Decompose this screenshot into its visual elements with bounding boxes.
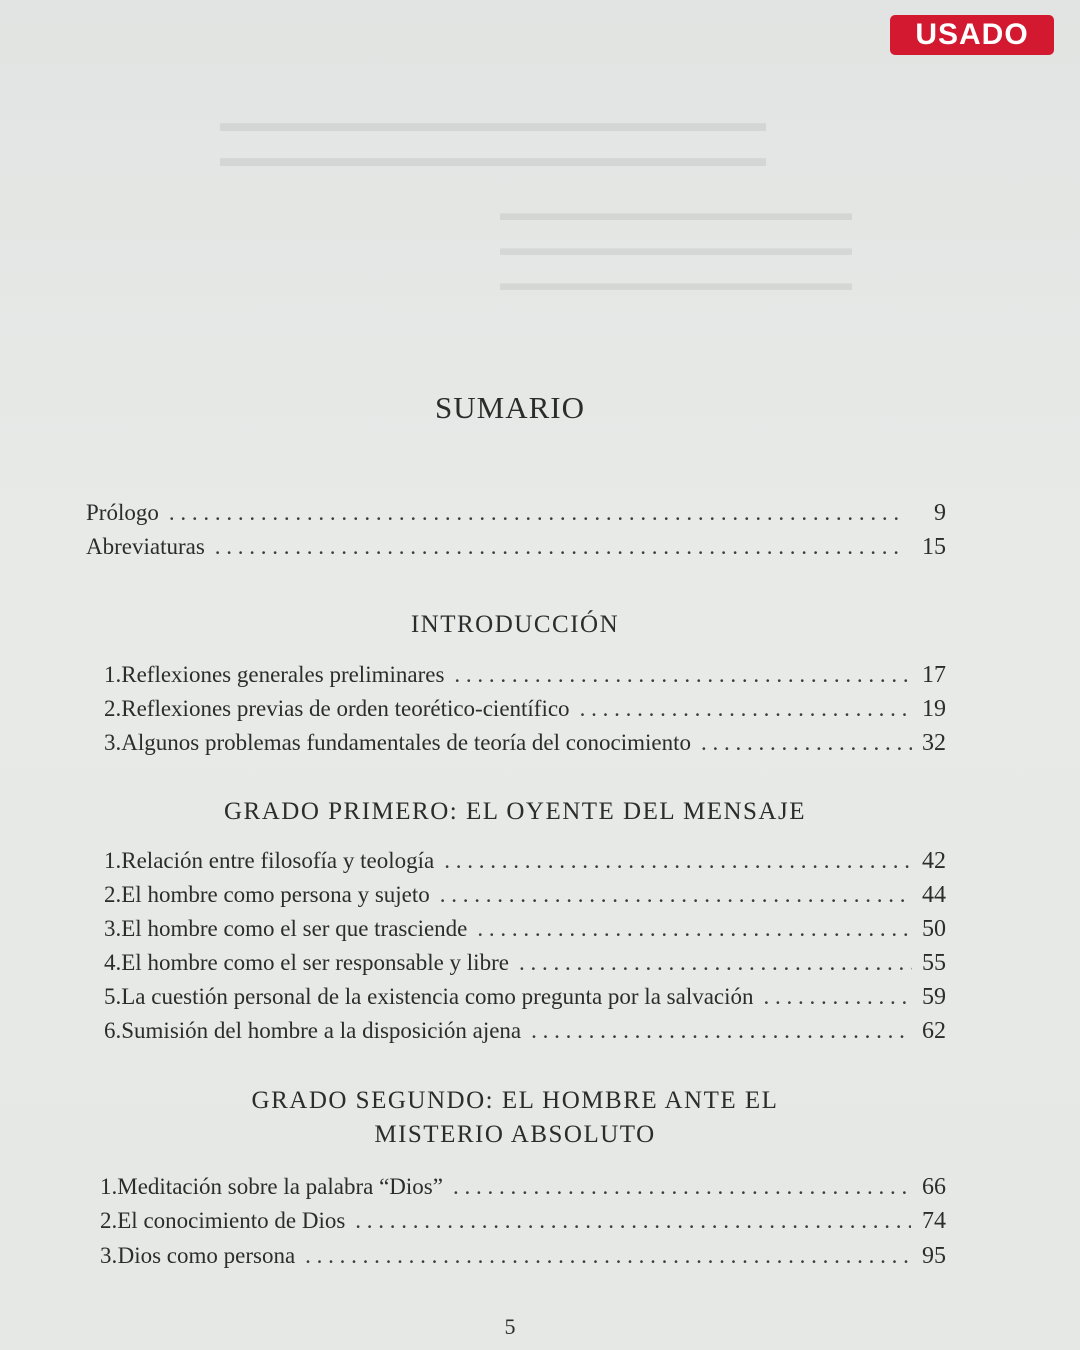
toc-entry (104, 1018, 946, 1045)
toc-entry-prologo (86, 500, 946, 527)
toc-entry-page: 32 (922, 730, 946, 756)
section-heading-line: GRADO SEGUNDO: EL HOMBRE ANTE EL (251, 1087, 779, 1114)
toc-entry-label: Reflexiones previas de orden teorético-científico (121, 696, 570, 721)
toc-entry-number: 2. (104, 696, 122, 721)
toc-entry-page: 50 (922, 916, 946, 942)
toc-entry-number: 6. (104, 1018, 122, 1043)
toc-entry-label: El hombre como persona y sujeto (121, 882, 430, 907)
toc-entry (104, 848, 946, 875)
toc-entry-label: Prólogo (86, 500, 159, 525)
toc-entry-number: 5. (104, 984, 122, 1009)
toc-entry-number: 3. (104, 730, 122, 755)
toc-entry-label: El conocimiento de Dios (117, 1208, 346, 1233)
toc-entry-number: 2. (100, 1208, 118, 1233)
toc-entry-page: 55 (922, 950, 946, 976)
dot-leader (444, 848, 912, 874)
section-heading-line: INTRODUCCIÓN (410, 611, 620, 638)
dot-leader (355, 1208, 910, 1234)
dot-leader (453, 1174, 912, 1200)
section-heading-line: MISTERIO ABSOLUTO (374, 1121, 656, 1148)
toc-entry-number: 1. (104, 662, 122, 687)
dot-leader (531, 1018, 912, 1044)
toc-entry-label: Abreviaturas (86, 534, 205, 559)
toc-entry-label: La cuestión personal de la existencia como pregunta por la salvación (121, 984, 754, 1009)
toc-entry-number: 2. (104, 882, 122, 907)
toc-entry-number: 4. (104, 950, 122, 975)
section-heading-grado-primero (0, 795, 1030, 829)
page-title: SUMARIO (435, 390, 585, 425)
toc-entry-label: Dios como persona (117, 1243, 296, 1268)
toc-entry-page: 9 (934, 500, 946, 526)
toc-entry-page: 62 (922, 1018, 946, 1044)
toc-entry-abreviaturas (86, 534, 946, 561)
bleed-through-decoration: ▬▬▬▬▬▬▬▬▬▬▬▬▬▬▬▬ (500, 235, 852, 260)
toc-entry-number: 1. (104, 848, 122, 873)
toc-entry-label: Sumisión del hombre a la disposición ajena (121, 1018, 522, 1043)
bleed-through-decoration: ▬▬▬▬▬▬▬▬▬▬▬▬▬▬▬▬▬▬▬▬▬ (220, 143, 766, 172)
bleed-through-decoration: ▬▬▬▬▬▬▬▬▬▬▬▬▬▬▬▬ (500, 270, 852, 295)
toc-entry-page: 59 (922, 984, 946, 1010)
toc-entry (100, 1243, 946, 1270)
dot-leader (764, 984, 912, 1010)
bleed-through-decoration: ▬▬▬▬▬▬▬▬▬▬▬▬▬▬▬▬▬▬▬▬▬ (220, 108, 766, 137)
dot-leader (477, 916, 912, 942)
toc-entry (104, 950, 946, 977)
toc-entry-label: Reflexiones generales preliminares (121, 662, 445, 687)
dot-leader (215, 534, 905, 560)
used-condition-badge (890, 15, 1054, 55)
toc-entry (104, 696, 946, 723)
toc-entry-number: 3. (100, 1243, 118, 1268)
toc-entry-page: 74 (922, 1208, 946, 1234)
toc-entry-page: 44 (922, 882, 946, 908)
toc-entry-page: 17 (922, 662, 946, 688)
section-heading-line: GRADO PRIMERO: EL OYENTE DEL MENSAJE (224, 798, 806, 825)
dot-leader (440, 882, 912, 908)
toc-entry-page: 19 (922, 696, 946, 722)
toc-entry-page: 15 (922, 534, 946, 560)
toc-entry-number: 1. (100, 1174, 118, 1199)
toc-entry-label: Meditación sobre la palabra “Dios” (117, 1174, 443, 1199)
section-heading-grado-segundo (0, 1084, 1030, 1152)
toc-entry (104, 662, 946, 689)
dot-leader (454, 662, 912, 688)
page-number: 5 (504, 1314, 516, 1339)
toc-entry-number: 3. (104, 916, 122, 941)
dot-leader (701, 730, 912, 756)
dot-leader (580, 696, 912, 722)
toc-entry-label: El hombre como el ser que trasciende (121, 916, 468, 941)
toc-entry-page: 42 (922, 848, 946, 874)
toc-entry-page: 66 (922, 1174, 946, 1200)
toc-entry (100, 1208, 946, 1235)
toc-entry-label: El hombre como el ser responsable y libre (121, 950, 509, 975)
section-heading-introduccion (0, 608, 1030, 642)
toc-entry (104, 730, 946, 757)
toc-entry-label: Algunos problemas fundamentales de teoría del conocimiento (121, 730, 691, 755)
toc-entry-label: Relación entre filosofía y teología (121, 848, 435, 873)
toc-entry (100, 1174, 946, 1201)
toc-entry (104, 984, 946, 1011)
dot-leader (305, 1243, 908, 1269)
bleed-through-decoration: ▬▬▬▬▬▬▬▬▬▬▬▬▬▬▬▬ (500, 200, 852, 225)
dot-leader (169, 500, 903, 526)
badge-label: USADO (915, 18, 1029, 51)
dot-leader (519, 950, 912, 976)
toc-entry (104, 882, 946, 909)
toc-entry (104, 916, 946, 943)
toc-entry-page: 95 (922, 1243, 946, 1269)
